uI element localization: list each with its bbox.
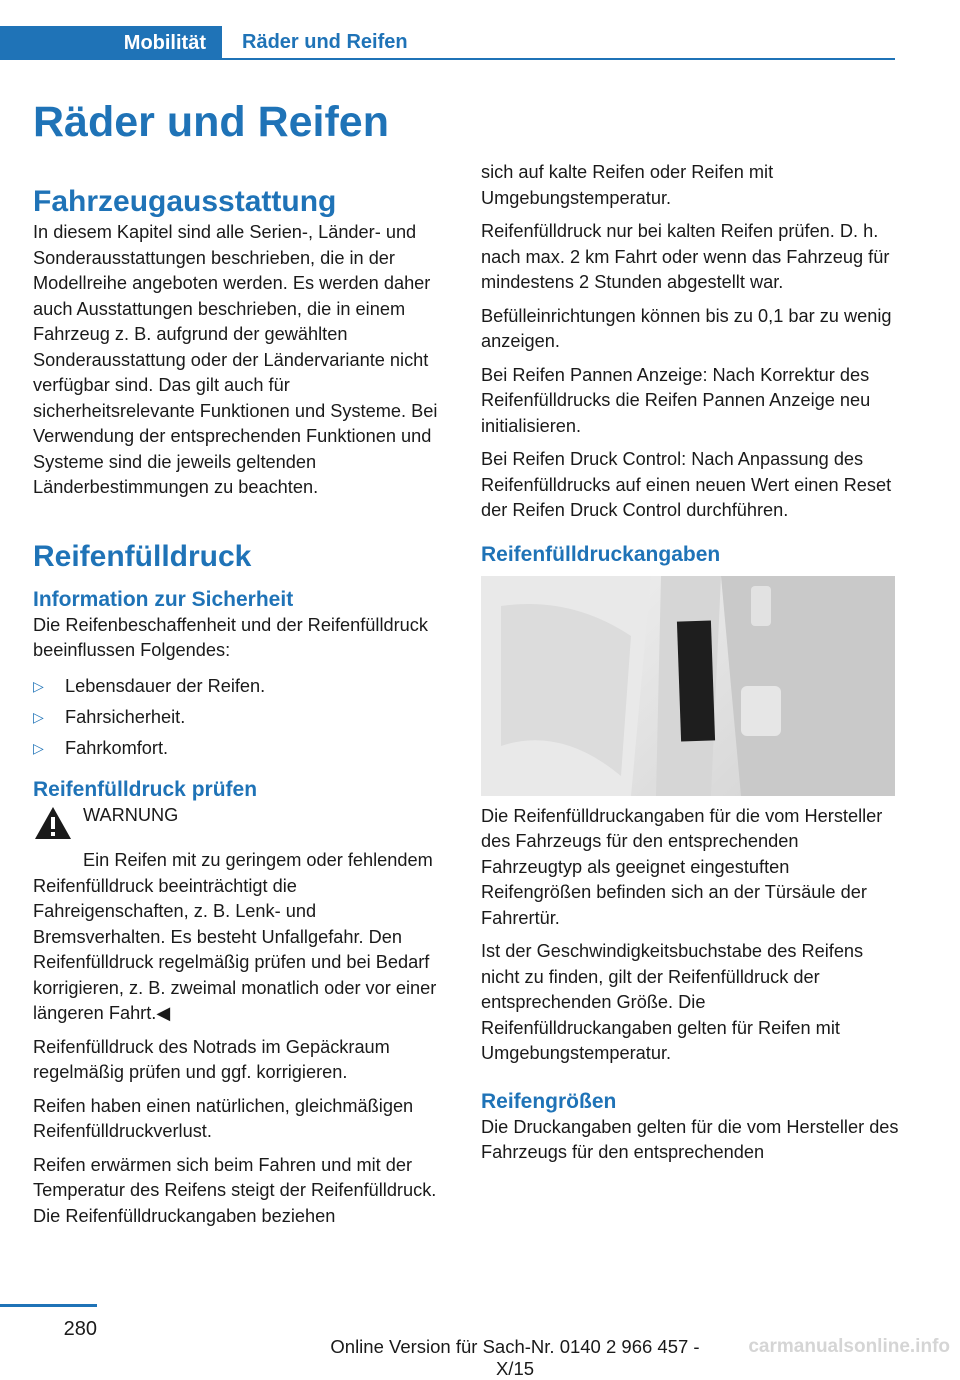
paragraph-flat-tire-monitor: Bei Reifen Pannen Anzeige: Nach Korrektur des Reifenfülldrucks die Reifen Pannen Anzeige neu initialisieren. (481, 364, 871, 436)
heading-safety-info: Information zur Sicherheit (33, 587, 294, 611)
heading-pressure-data: Reifenfülldruckangaben (481, 542, 721, 566)
heading-tire-pressure: Reifenfülldruck (33, 539, 252, 573)
door-pillar-image (481, 576, 895, 796)
warning-label: WARNUNG (83, 804, 179, 825)
warning-icon (33, 803, 83, 849)
right-column (481, 160, 899, 1174)
paragraph-fill-devices: Befülleinrichtungen können bis zu 0,1 bar zu wenig anzeigen. (481, 305, 892, 351)
bullet-triangle-icon: ▷ (33, 678, 44, 695)
heading-check-pressure: Reifenfülldruck prüfen (33, 777, 258, 801)
paragraph-speed-letter: Ist der Geschwindigkeitsbuchstabe des Reifens nicht zu finden, gilt der Reifenfülldruck der entsprechenden Größe. Die Reifenfülldruckangaben gelten für Reifen mit Umgebungstemperatur. (481, 941, 864, 1063)
left-column (33, 184, 451, 1237)
page-title: Räder und Reifen (33, 98, 389, 146)
paragraph-cold-tires: sich auf kalte Reifen oder Reifen mit Umgebungstemperatur. (481, 162, 774, 208)
warning-text: Ein Reifen mit zu geringem oder fehlendem Reifenfülldruck beeinträchtigt die Fahreigenschaften, z. B. Lenk- und Bremsverhalten. Es besteht Unfallgefahr. Den Reifenfülldruck regelmäßig prüfen und bei Bedarf korrigieren, z. B. zweimal monatlich oder vor einer längeren Fahrt.◀ (33, 850, 437, 1023)
running-header (0, 26, 895, 62)
bullet-triangle-icon: ▷ (33, 740, 44, 757)
bullet-list (33, 672, 451, 765)
online-version-note: Online Version für Sach-Nr. 0140 2 966 457 - X/15 (330, 1336, 700, 1379)
page-number: 280 (63, 1318, 97, 1340)
warning-block (33, 803, 451, 849)
paragraph-door-pillar: Die Reifenfülldruckangaben für die vom Hersteller des Fahrzeugs für den entsprechenden Fahrzeugtyp als geeignet eingestuften Reifengrößen befinden sich an der Türsäule der Fahrertür. (481, 805, 883, 928)
paragraph-check-cold: Reifenfülldruck nur bei kalten Reifen prüfen. D. h. nach max. 2 km Fahrt oder wenn das Fahrzeug für mindestens 2 Stunden abgestellt war. (481, 221, 890, 292)
paragraph-equipment: In diesem Kapitel sind alle Serien-, Länder- und Sonderausstattungen beschrieben, die in der Modellreihe angeboten werden. Es werden daher auch Ausstattungen beschrieben, die in einem Fahrzeug z. B. aufgrund der gewählten Sonderausstattung oder der Ländervariante nicht verfügbar sind. Das gilt auch für sicherheitsrelevante Funktionen und Systeme. Bei Verwendung der entsprechenden Funktionen und Systeme sind die jeweils geltenden Länderbestimmungen zu beachten. (33, 222, 438, 497)
bullet-triangle-icon: ▷ (33, 709, 44, 726)
footer-rule (0, 1304, 97, 1307)
chapter-tab: Räder und Reifen (222, 26, 895, 60)
section-tab: Mobilität (0, 26, 222, 60)
heading-tire-sizes: Reifengrößen (481, 1089, 617, 1113)
list-item: ▷ Fahrsicherheit. (33, 703, 451, 734)
paragraph-pressure-loss: Reifen haben einen natürlichen, gleichmäßigen Reifenfülldruckverlust. (33, 1095, 414, 1141)
paragraph-tire-pressure-monitor: Bei Reifen Druck Control: Nach Anpassung des Reifenfülldrucks auf einen neuen Wert einen Reset der Reifen Druck Control durchführen. (481, 449, 892, 520)
list-item: ▷ Lebensdauer der Reifen. (33, 672, 451, 703)
paragraph-safety: Die Reifenbeschaffenheit und der Reifenfülldruck beeinflussen Folgendes: (33, 614, 428, 660)
heading-equipment: Fahrzeugausstattung (33, 185, 337, 218)
paragraph-warm-tires: Reifen erwärmen sich beim Fahren und mit der Temperatur des Reifens steigt der Reifenfülldruck. Die Reifenfülldruckangaben beziehen (33, 1154, 437, 1226)
paragraph-tire-sizes: Die Druckangaben gelten für die vom Hersteller des Fahrzeugs für den entsprechenden (481, 1116, 899, 1162)
list-item: ▷ Fahrkomfort. (33, 734, 451, 765)
paragraph-spare-tire: Reifenfülldruck des Notrads im Gepäckraum regelmäßig prüfen und ggf. korrigieren. (33, 1036, 390, 1082)
watermark: carmanualsonline.info (748, 1336, 950, 1357)
